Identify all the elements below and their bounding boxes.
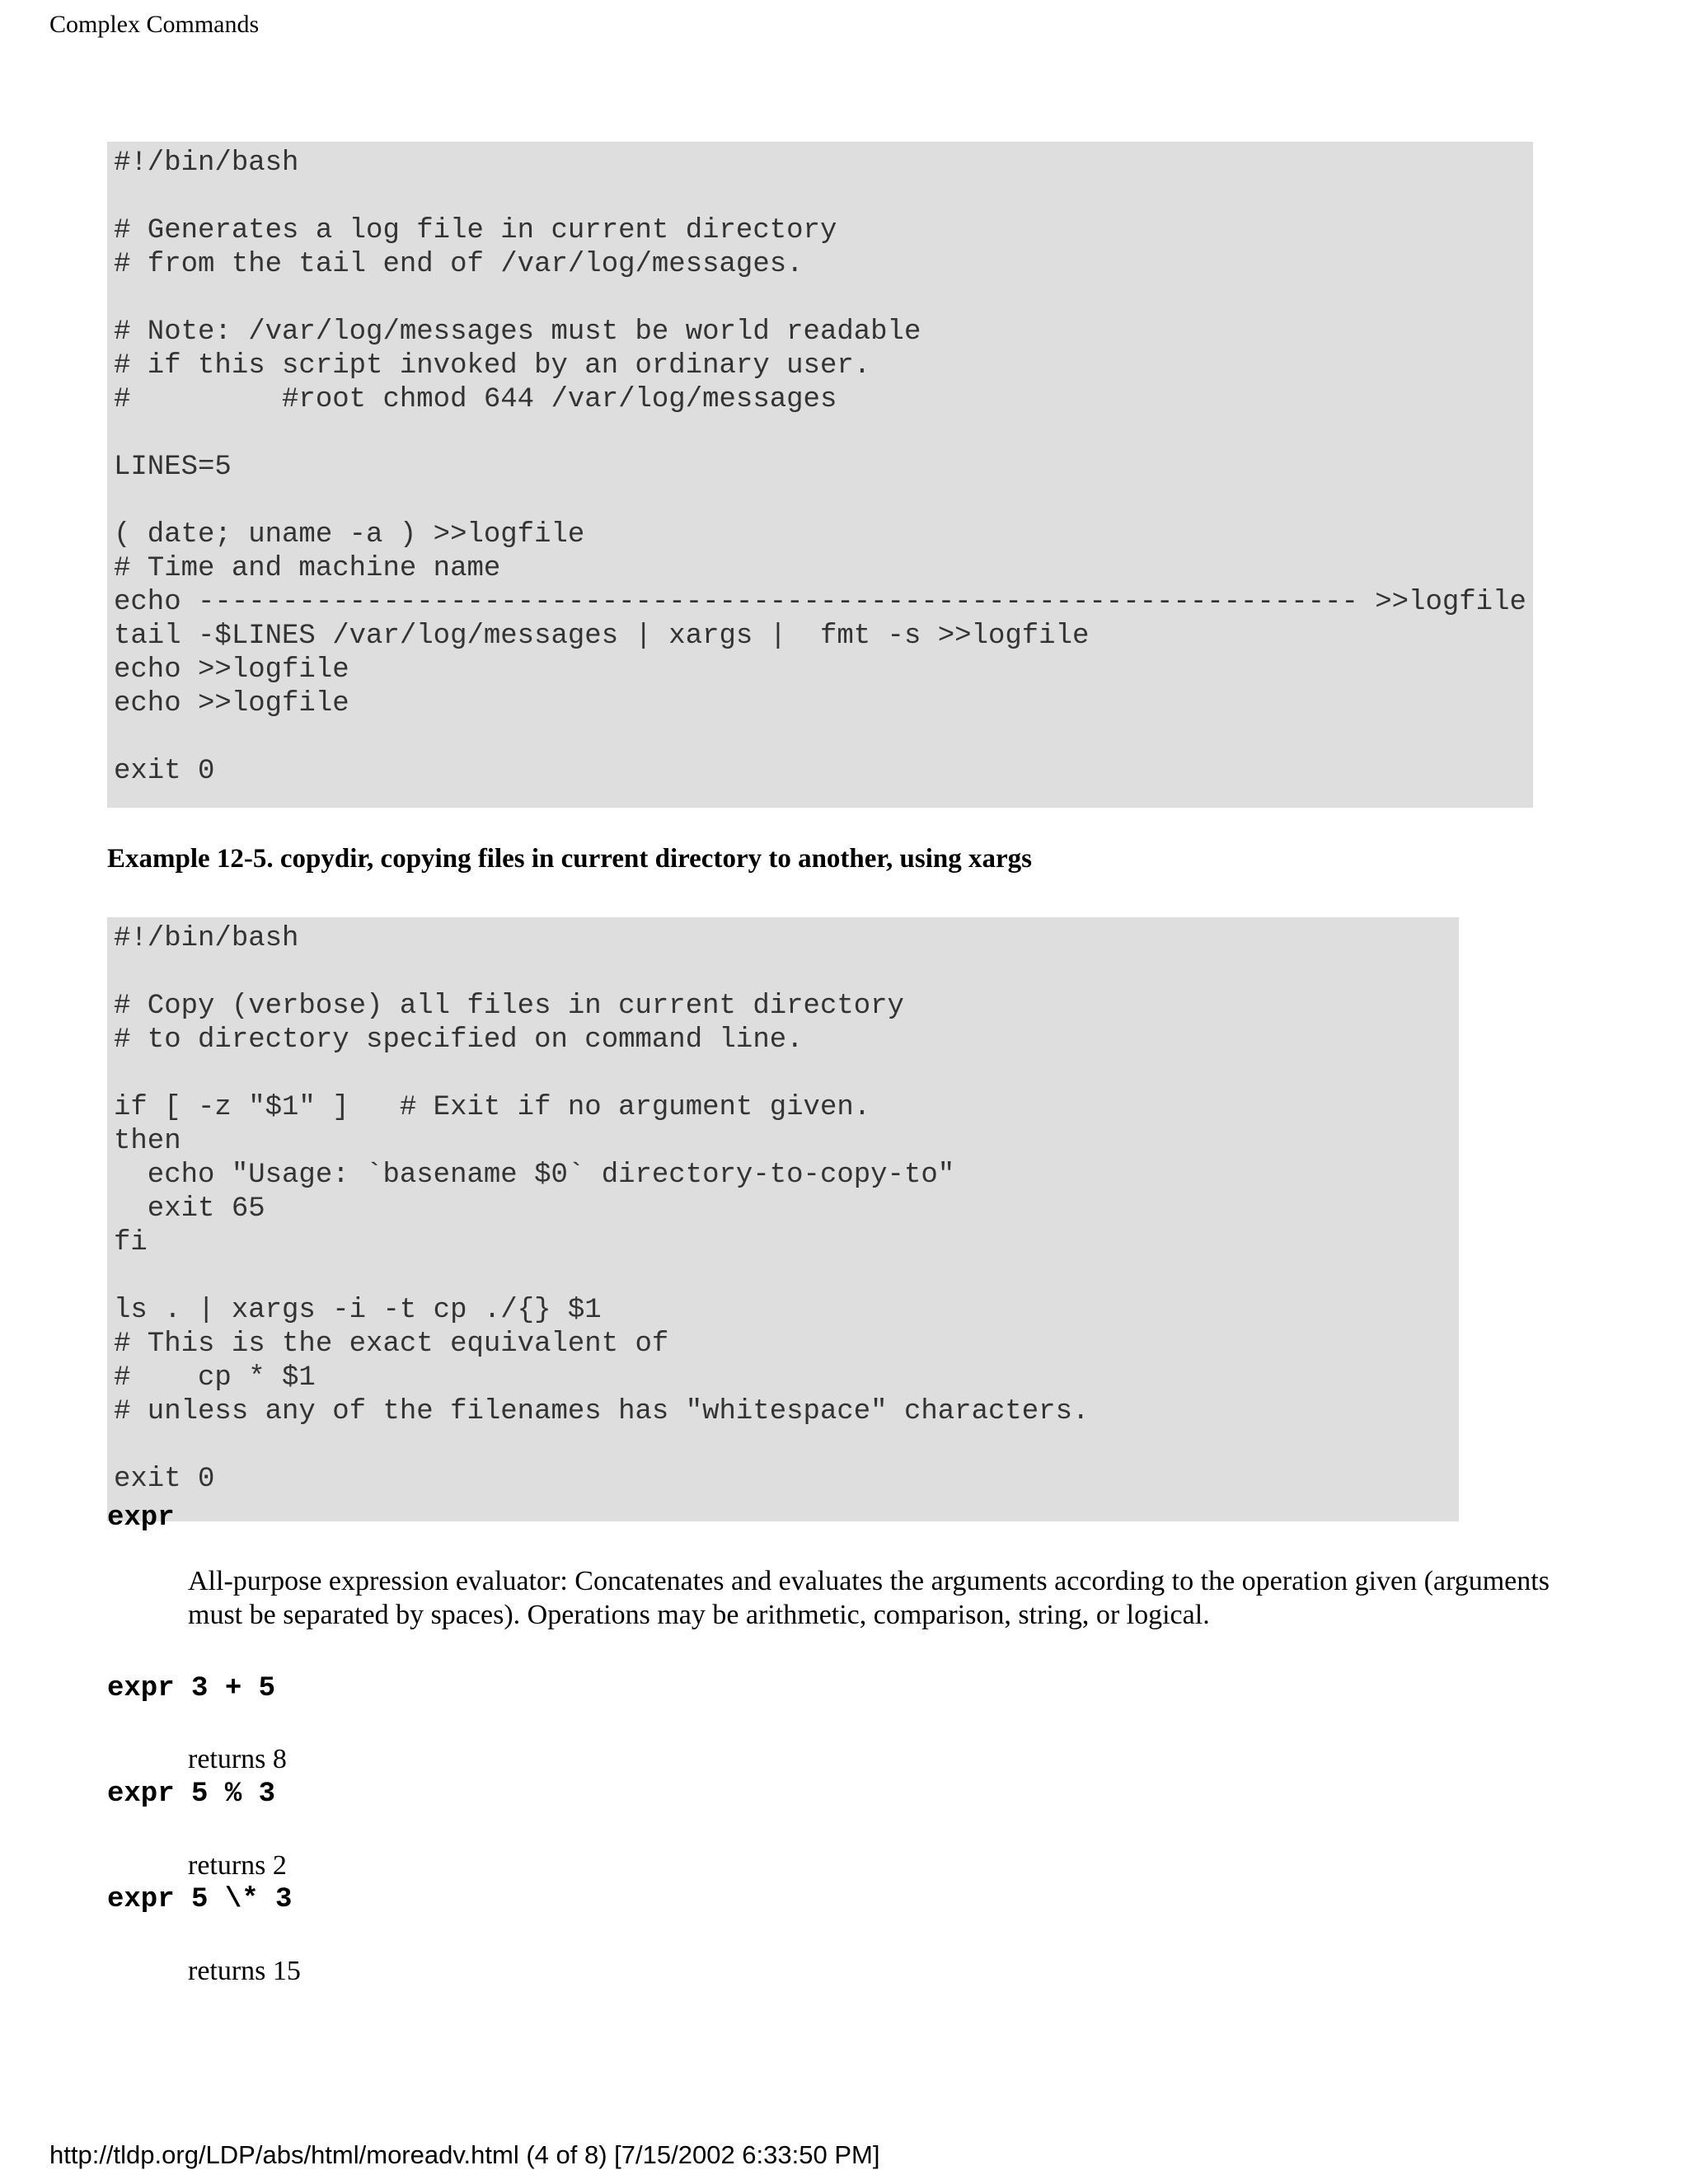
page-footer-url: http://tldp.org/LDP/abs/html/moreadv.html (4 of 8) [7/15/2002 6:33:50 PM]: [49, 2140, 880, 2169]
expr-example-command: expr 3 + 5: [107, 1673, 276, 1704]
expr-example-result: returns 2: [188, 1850, 287, 1881]
expr-example-result: returns 8: [188, 1744, 287, 1774]
expr-example-command: expr 5 % 3: [107, 1779, 276, 1810]
page-header: Complex Commands: [49, 11, 260, 38]
code-block-logfile-script: #!/bin/bash # Generates a log file in current directory # from the tail end of /var/log/messages. # Note: /var/log/messages must be world readable # if this script invoked by an ordinary user. # #root chmod 644 /var/log/messages LINES=5 ( date; uname -a ) >>logfile # Time and machine name echo --------------------------------------------------------------------- >>logfile tail -$LINES /var/log/messages | xargs | fmt -s >>logfile echo >>logfile echo >>logfile exit 0: [107, 142, 1533, 808]
expr-example-command: expr 5 \* 3: [107, 1884, 293, 1915]
expr-description: All-purpose expression evaluator: Concatenates and evaluates the arguments according to the operation given (arguments must be separated by spaces). Operations may be arithmetic, comparison, string, or logical.: [188, 1566, 1550, 1630]
example-title: Example 12-5. copydir, copying files in current directory to another, using xargs: [107, 844, 1032, 874]
expr-example-result: returns 15: [188, 1956, 301, 1986]
term-expr: expr: [107, 1502, 175, 1534]
code-block-copydir-script: #!/bin/bash # Copy (verbose) all files in current directory # to directory specified on command line. if [ -z "$1" ] # Exit if no argument given. then echo "Usage: `basename $0` directory-to-copy-to" exit 65 fi ls . | xargs -i -t cp ./{} $1 # This is the exact equivalent of # cp * $1 # unless any of the filenames has "whitespace" characters. exit 0: [107, 917, 1459, 1521]
